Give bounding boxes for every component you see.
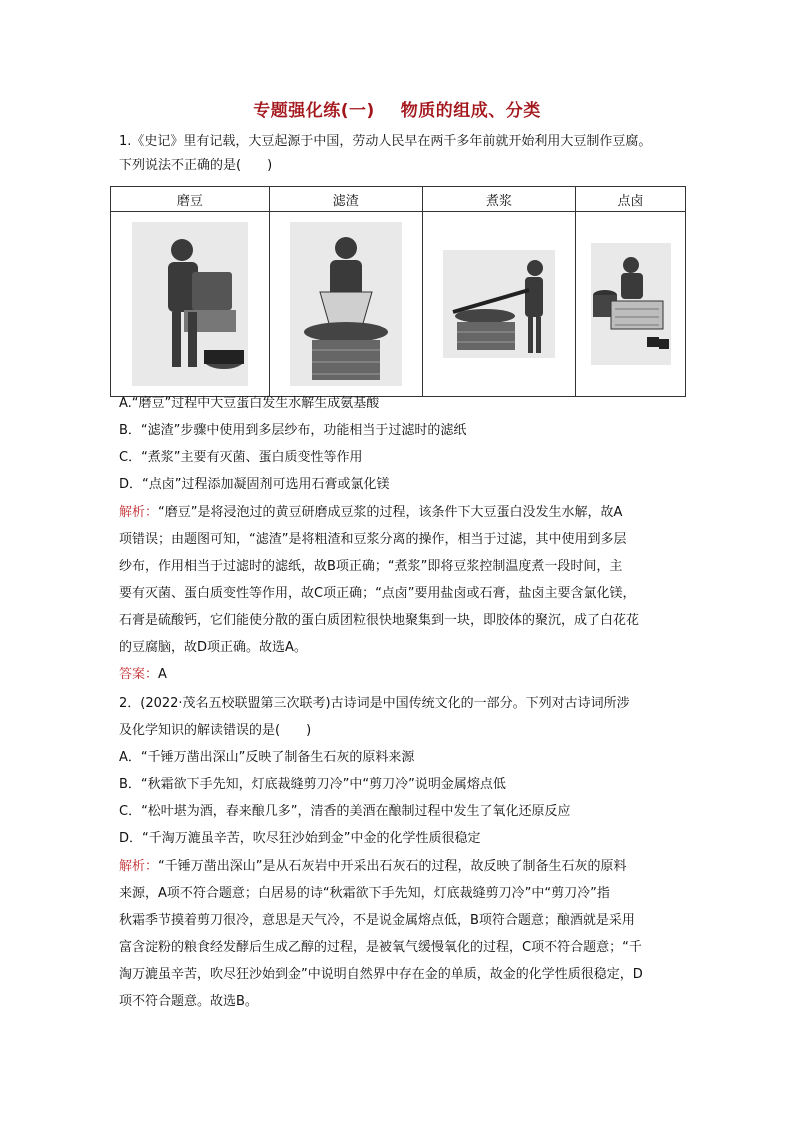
q2-option-d: D．“千淘万漉虽辛苦，吹尽狂沙始到金”中金的化学性质很稳定 — [119, 831, 481, 846]
q1-analysis-label: 解析： — [119, 505, 159, 520]
q2-stem-line2: 及化学知识的解读错误的是( ) — [119, 723, 312, 738]
q2-stem-line1: 2．(2022·茂名五校联盟第三次联考)古诗词是中国传统文化的一部分。下列对古诗词所涉 — [119, 696, 630, 711]
q2-analysis-label: 解析： — [119, 859, 159, 874]
q2-option-a: A．“千锤万凿出深山”反映了制备生石灰的原料来源 — [119, 750, 415, 765]
boiling-pulp-illustration — [443, 250, 555, 358]
q2-analysis-line-1 — [119, 857, 679, 877]
cell-grinding — [111, 212, 270, 397]
q1-stem-line1: 1.《史记》里有记载，大豆起源于中国，劳动人民早在两千多年前就开始利用大豆制作豆腐。 — [119, 134, 652, 149]
q1-option-d: D．“点卤”过程添加凝固剂可选用石膏或氯化镁 — [119, 477, 390, 492]
q1-option-b: B．“滤渣”步骤中使用到多层纱布，功能相当于过滤时的滤纸 — [119, 423, 467, 438]
q1-answer-label: 答案： — [119, 667, 159, 682]
q1-analysis-line-1 — [119, 503, 679, 523]
header-coagulating: 点卤 — [576, 187, 686, 212]
q1-answer — [119, 665, 679, 685]
q2-option-b: B．“秋霜欲下手先知，灯底裁缝剪刀冷”中“剪刀冷”说明金属熔点低 — [119, 777, 506, 792]
filtering-residue-illustration — [290, 222, 402, 386]
title-part2: 物质的组成、分类 — [400, 101, 541, 121]
cell-coagulating — [576, 212, 686, 397]
process-table — [110, 186, 686, 397]
q2-option-c: C．“松叶堪为酒，春来酿几多”，清香的美酒在酿制过程中发生了氧化还原反应 — [119, 804, 571, 819]
q2-analysis-line-6: 项不符合题意。故选B。 — [119, 994, 258, 1009]
q1-option-c: C．“煮浆”主要有灭菌、蛋白质变性等作用 — [119, 450, 363, 465]
page-title — [0, 96, 794, 121]
q1-stem-line2: 下列说法不正确的是( ) — [119, 158, 273, 173]
title-part1: 专题强化练(一) — [253, 101, 375, 121]
coagulating-illustration — [591, 243, 671, 365]
q2-analysis-line-2: 来源，A项不符合题意；白居易的诗“秋霜欲下手先知，灯底裁缝剪刀冷”中“剪刀冷”指 — [119, 886, 610, 901]
q1-analysis-text-1: “磨豆”是将浸泡过的黄豆研磨成豆浆的过程，该条件下大豆蛋白没发生水解，故A — [158, 505, 623, 520]
q1-option-a: A.“磨豆”过程中大豆蛋白发生水解生成氨基酸 — [119, 396, 380, 411]
q2-analysis-line-3: 秋霜季节摸着剪刀很冷，意思是天气冷，不是说金属熔点低，B项符合题意；酿酒就是采用 — [119, 913, 635, 928]
q1-analysis-line-2: 项错误；由题图可知，“滤渣”是将粗渣和豆浆分离的操作，相当于过滤，其中使用到多层 — [119, 532, 627, 547]
q1-analysis-line-5: 石膏是硫酸钙，它们能使分散的蛋白质团粒很快地聚集到一块，即胶体的聚沉，成了白花花 — [119, 613, 640, 628]
header-filtering: 滤渣 — [269, 187, 422, 212]
grinding-beans-illustration — [132, 222, 248, 386]
cell-boiling — [422, 212, 575, 397]
header-boiling: 煮浆 — [422, 187, 575, 212]
q1-analysis-line-4: 要有灭菌、蛋白质变性等作用，故C项正确；“点卤”要用盐卤或石膏，盐卤主要含氯化镁， — [119, 586, 636, 601]
q2-analysis-text-1: “千锤万凿出深山”是从石灰岩中开采出石灰石的过程，故反映了制备生石灰的原料 — [158, 859, 627, 874]
q2-analysis-line-5: 淘万漉虽辛苦，吹尽狂沙始到金”中说明自然界中存在金的单质，故金的化学性质很稳定，D — [119, 967, 643, 982]
q1-answer-value: A — [158, 667, 167, 682]
cell-filtering — [269, 212, 422, 397]
q1-analysis-line-3: 纱布，作用相当于过滤时的滤纸，故B项正确；“煮浆”即将豆浆控制温度煮一段时间，主 — [119, 559, 623, 574]
q1-analysis-line-6: 的豆腐脑，故D项正确。故选A。 — [119, 640, 307, 655]
q2-analysis-line-4: 富含淀粉的粮食经发酵后生成乙醇的过程，是被氧气缓慢氧化的过程，C项不符合题意；“千 — [119, 940, 642, 955]
header-grinding: 磨豆 — [111, 187, 270, 212]
